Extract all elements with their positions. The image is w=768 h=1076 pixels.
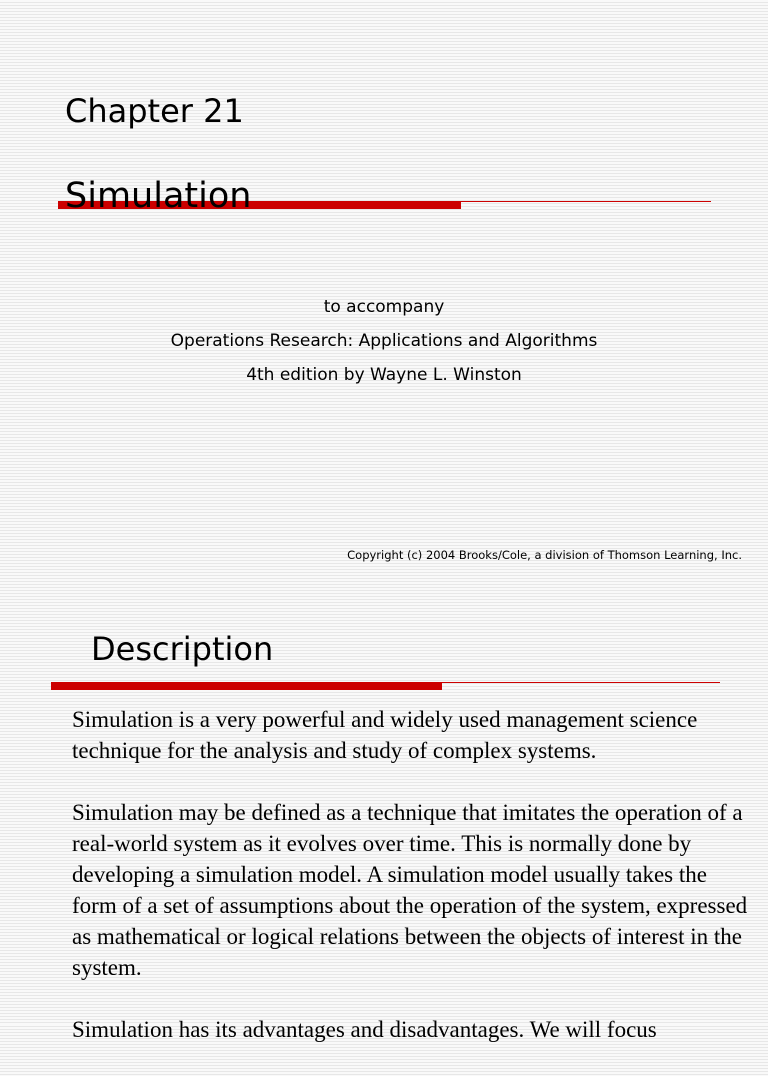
paragraph: Simulation may be defined as a technique that imitates the operation of a real-world system as it evolves over time. This is normally done by developing a simulation model. A simulation model usually takes the form of a set of assumptions about the operation of the system, expressed as mathematical or logical relations between the objects of interest in the system. — [72, 800, 748, 980]
slide-title: Description — [91, 630, 274, 668]
subtitle-line: 4th edition by Wayne L. Winston — [246, 365, 522, 385]
subtitle-line: to accompany — [323, 297, 445, 317]
paragraph: Simulation has its advantages and disadvantages. We will focus — [72, 1017, 657, 1042]
subtitle-line: Operations Research: Applications and Algorithms — [170, 331, 598, 351]
slide-title: Simulation — [65, 176, 252, 216]
subtitle-block — [0, 290, 768, 392]
chapter-heading: Chapter 21 — [65, 92, 244, 130]
copyright-notice: Copyright (c) 2004 Brooks/Cole, a division of Thomson Learning, Inc. — [347, 548, 742, 562]
body-text — [72, 704, 752, 1076]
paragraph: Simulation is a very powerful and widely used management science technique for the analysis and study of complex systems. — [72, 707, 698, 763]
description-slide — [0, 610, 768, 1042]
title-underline-thin — [442, 682, 720, 683]
title-underline-thick — [51, 682, 442, 690]
title-underline-thin — [461, 201, 711, 202]
